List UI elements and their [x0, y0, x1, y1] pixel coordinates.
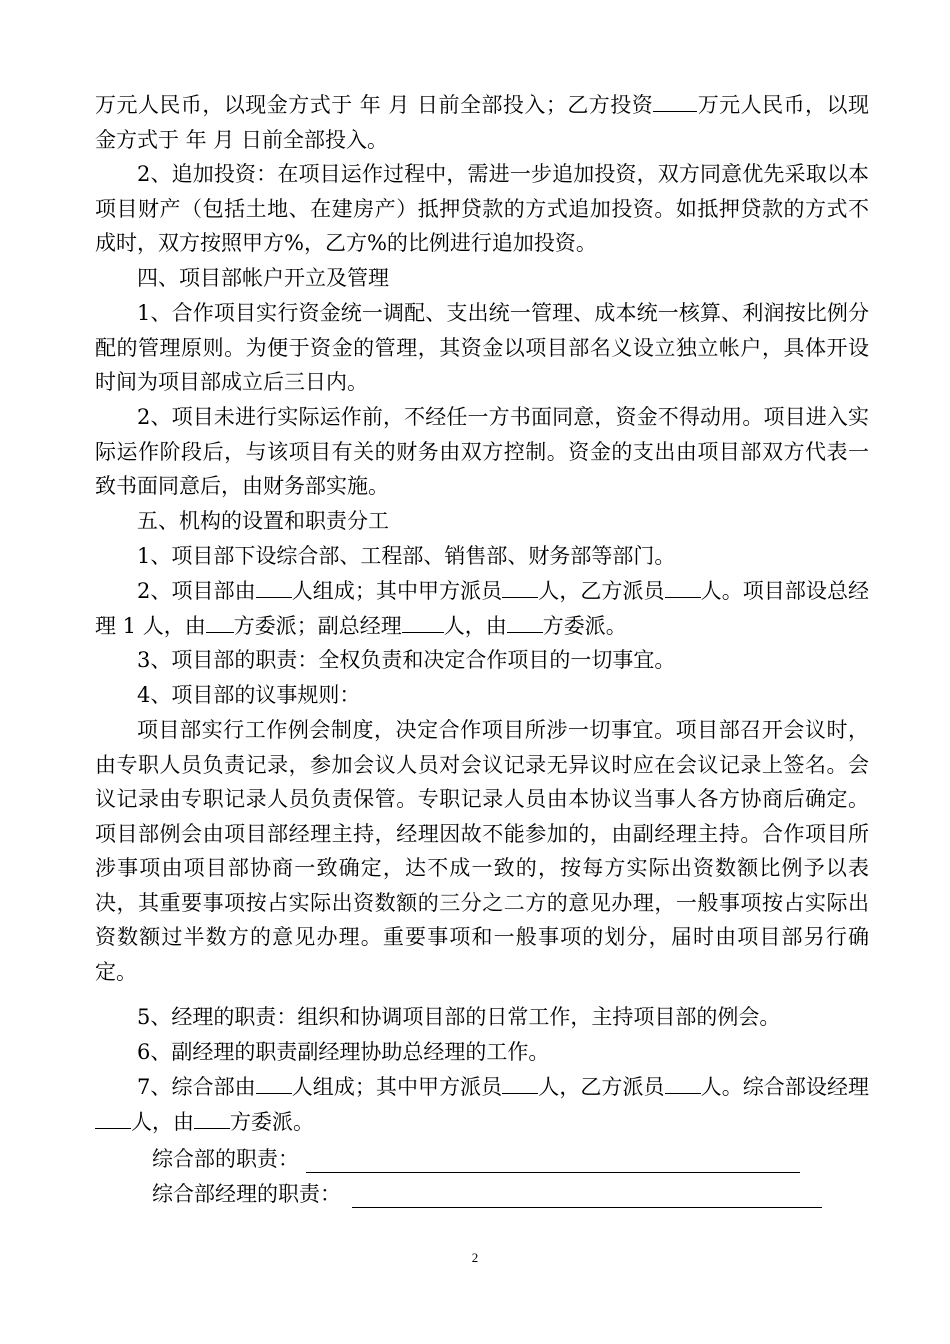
blank-field: [665, 575, 701, 598]
paragraph-investment: [95, 88, 869, 157]
blank-field: [502, 1071, 538, 1094]
general-dept-manager-duties-blank: [352, 1207, 822, 1208]
text-run: 7、综合部由: [137, 1075, 256, 1099]
text-run: 人，乙方派员: [538, 1075, 665, 1099]
blank-field: [502, 575, 538, 598]
text-run: 万元人民币，以现金方式于 年 月 日前全部投入；乙方投资: [95, 93, 654, 117]
text-run: 人。项目部设总经理 1 人，由: [95, 579, 869, 638]
text-run: 方委派。: [542, 613, 627, 638]
text-run: 万元人民币，以现金方式于 年 月 日前全部投入。: [95, 93, 870, 152]
paragraph-deputy-manager-duties: 6、副经理的职责副经理协助总经理的工作。: [137, 1040, 550, 1064]
paragraph-project-duties: 3、项目部的职责：全权负责和决定合作项目的一切事宜。: [137, 648, 676, 672]
text-run: 人组成；其中甲方派员: [291, 1075, 503, 1099]
paragraph-project-staffing: [95, 574, 869, 643]
section-heading-4: 四、项目部帐户开立及管理: [137, 266, 389, 290]
paragraph-departments: 1、项目部下设综合部、工程部、销售部、财务部等部门。: [137, 544, 676, 568]
text-run: 人，由: [443, 613, 507, 638]
section-heading-5: 五、机构的设置和职责分工: [137, 509, 389, 533]
blank-field: [194, 1106, 230, 1129]
paragraph-meeting-rules: 项目部实行工作例会制度，决定合作项目所涉一切事宜。项目部召开会议时，由专职人员负责记录，参加会议人员对会议记录无异议时应在会议记录上签名。会议记录由专职记录人员负责保管。专职记录人员由本协议当事人各方协商后确定。项目部例会由项目部经理主持，经理因故不能参加的，由副经理主持。合作项目所涉事项由项目部协商一致确定，达不成一致的，按每方实际出资数额比例予以表决，其重要事项按占实际出资数额的三分之二方的意见办理，一般事项按占实际出资数额过半数方的意见办理。重要事项和一般事项的划分，届时由项目部另行确定。: [95, 718, 869, 984]
paragraph-additional-investment: 2、追加投资：在项目运作过程中，需进一步追加投资，双方同意优先采取以本项目财产（包括土地、在建房产）抵押贷款的方式追加投资。如抵押贷款的方式不成时，双方按照甲方%，乙方%的比例进行追加投资。: [95, 162, 869, 255]
text-run: 方委派；副总经理: [233, 613, 402, 638]
text-run: 2、项目部由: [137, 579, 256, 603]
blank-field: [95, 1106, 131, 1129]
general-dept-duties-blank: [306, 1172, 800, 1173]
blank-field: [206, 610, 234, 633]
paragraph-general-dept-staffing: [95, 1070, 869, 1139]
text-run: 方委派。: [230, 1109, 314, 1134]
blank-field: [256, 1071, 292, 1094]
paragraph-fund-management: 1、合作项目实行资金统一调配、支出统一管理、成本统一核算、利润按比例分配的管理原则。为便于资金的管理，其资金以项目部名义设立独立帐户，具体开设时间为项目部成立后三日内。: [95, 301, 869, 394]
text-run: 人，由: [131, 1109, 194, 1134]
text-run: 人，乙方派员: [538, 579, 665, 603]
paragraph-manager-duties: 5、经理的职责：组织和协调项目部的日常工作，主持项目部的例会。: [137, 1005, 781, 1029]
general-dept-duties-label: 综合部的职责：: [152, 1147, 299, 1171]
paragraph-rules-heading: 4、项目部的议事规则：: [137, 683, 361, 707]
paragraph-fund-usage: 2、项目未进行实际运作前，不经任一方书面同意，资金不得动用。项目进入实际运作阶段后，与该项目有关的财务由双方控制。资金的支出由项目部双方代表一致书面同意后，由财务部实施。: [95, 405, 869, 498]
blank-field: [256, 575, 292, 598]
blank-field: [653, 89, 697, 112]
page-number: 2: [471, 1250, 479, 1265]
blank-field: [402, 610, 444, 633]
blank-field: [665, 1071, 701, 1094]
text-run: 人。综合部设经理: [700, 1075, 869, 1099]
general-dept-manager-duties-label: 综合部经理的职责：: [152, 1182, 341, 1206]
blank-field: [507, 610, 543, 633]
text-run: 人组成；其中甲方派员: [291, 579, 503, 603]
